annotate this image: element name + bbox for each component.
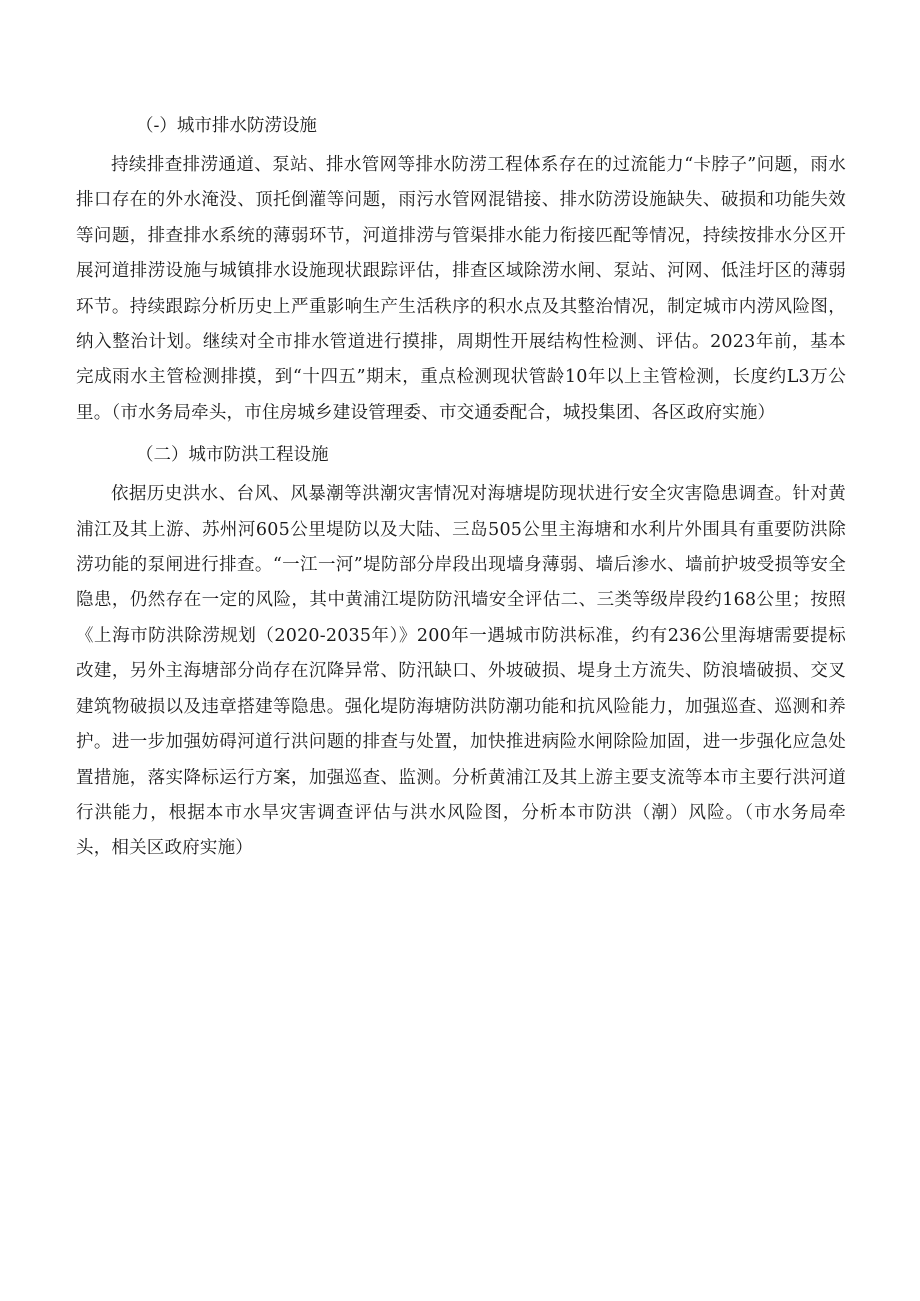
section-body-flood-control: 依据历史洪水、台风、风暴潮等洪潮灾害情况对海塘堤防现状进行安全灾害隐患调查。针对黄浦江及其上游、苏州河605公里堤防以及大陆、三岛505公里主海塘和水利片外围具有重要防洪除涝功能的泵闸进行排查。“一江一河”堤防部分岸段出现墙身薄弱、墙后渗水、墙前护坡受损等安全隐患，仍然存在一定的风险，其中黄浦江堤防防汛墙安全评估二、三类等级岸段约168公里；按照《上海市防洪除涝规划（2020-2035年）》200年一遇城市防洪标准，约有236公里海塘需要提标改建，另外主海塘部分尚存在沉降异常、防汛缺口、外坡破损、堤身土方流失、防浪墙破损、交叉建筑物破损以及违章搭建等隐患。强化堤防海塘防洪防潮功能和抗风险能力，加强巡查、巡测和养护。进一步加强妨碍河道行洪问题的排查与处置，加快推进病险水闸除险加固，进一步强化应急处置措施，落实降标运行方案，加强巡查、监测。分析黄浦江及其上游主要支流等本市主要行洪河道行洪能力，根据本市水旱灾害调查评估与洪水风险图，分析本市防洪（潮）风险。（市水务局牵头，相关区政府实施） — [76, 484, 846, 859]
section-heading-flood-control: （二）城市防洪工程设施 — [136, 445, 329, 466]
section-body-drainage: 持续排查排涝通道、泵站、排水管网等排水防涝工程体系存在的过流能力“卡脖子”问题，雨水排口存在的外水淹没、顶托倒灌等问题，雨污水管网混错接、排水防涝设施缺失、破损和功能失效等问题，排查排水系统的薄弱环节，河道排涝与管渠排水能力衔接匹配等情况，持续按排水分区开展河道排涝设施与城镇排水设施现状跟踪评估，排查区域除涝水闸、泵站、河网、低洼圩区的薄弱环节。持续跟踪分析历史上严重影响生产生活秩序的积水点及其整治情况，制定城市内涝风险图，纳入整治计划。继续对全市排水管道进行摸排，周期性开展结构性检测、评估。2023年前，基本完成雨水主管检测排摸，到“十四五”期末，重点检测现状管龄10年以上主管检测，长度约L3万公里。（市水务局牵头，市住房城乡建设管理委、市交通委配合，城投集团、各区政府实施） — [76, 155, 846, 423]
document-page — [76, 108, 846, 867]
section-heading-drainage: （-）城市排水防涝设施 — [136, 116, 317, 136]
